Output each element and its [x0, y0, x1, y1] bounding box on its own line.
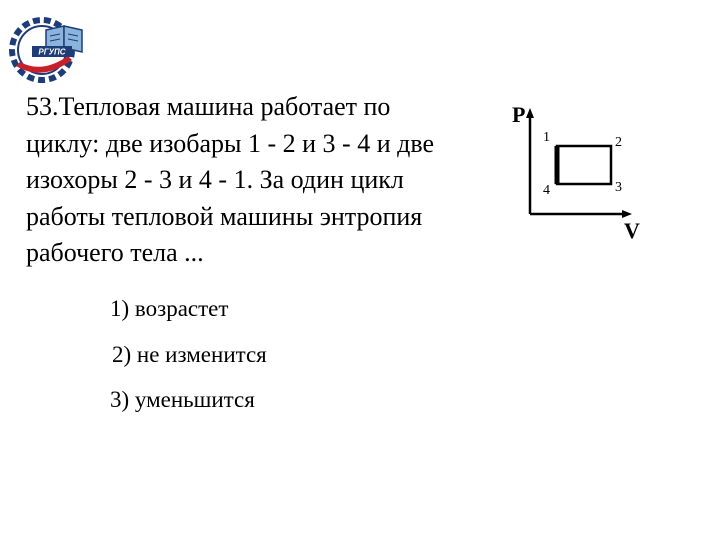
pv-diagram — [500, 96, 650, 244]
question-line: изохоры 2 - 3 и 4 - 1. За один цикл — [26, 165, 404, 194]
question-line: рабочего тела ... — [26, 238, 204, 267]
answer-option-1[interactable]: 1) возрастет — [110, 296, 229, 321]
question-line: 53.Тепловая машина работает по — [26, 92, 391, 121]
p-axis-arrow-icon — [526, 108, 534, 118]
question-text — [26, 89, 496, 272]
answer-option-2[interactable]: 2) не изменится — [112, 342, 267, 367]
point-label-2: 2 — [615, 135, 622, 150]
point-label-1: 1 — [543, 130, 550, 145]
cycle-rectangle — [557, 146, 611, 184]
logo-emblem-icon — [2, 8, 98, 90]
university-logo — [2, 8, 98, 90]
point-label-3: 3 — [615, 180, 622, 195]
question-line: работы тепловой машины энтропия — [26, 201, 423, 231]
v-axis-arrow-icon — [622, 210, 632, 218]
logo-text: РГУПС — [38, 47, 66, 57]
axis-label-p: P — [512, 102, 526, 127]
point-label-4: 4 — [543, 183, 550, 198]
axis-label-v: V — [624, 218, 640, 243]
answer-option-3[interactable]: 3) уменьшится — [110, 387, 255, 412]
question-line: циклу: две изобары 1 - 2 и 3 - 4 и две — [26, 128, 435, 158]
